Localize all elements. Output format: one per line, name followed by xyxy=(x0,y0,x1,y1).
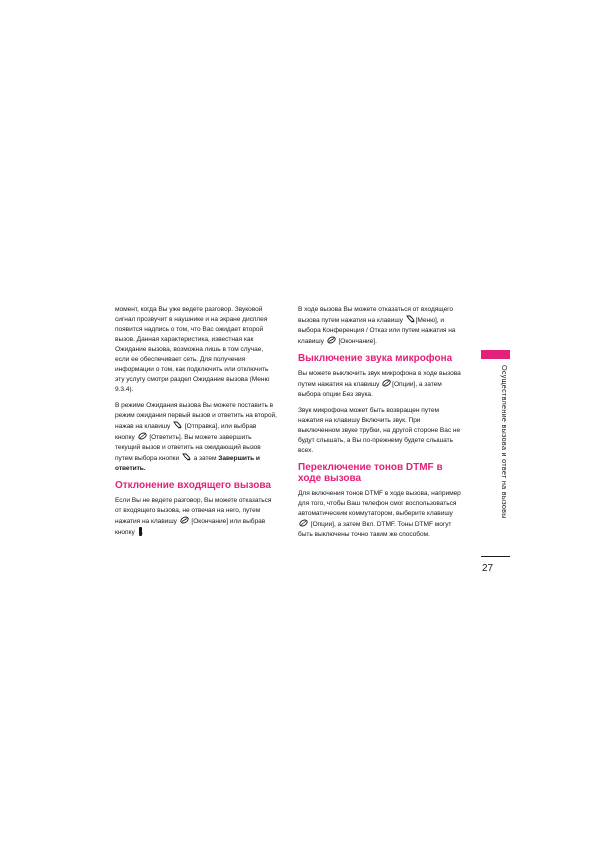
options-key-icon xyxy=(298,519,309,527)
options-key-icon xyxy=(381,379,392,387)
left-column xyxy=(115,305,277,544)
paragraph-call-waiting-intro: момент, когда Вы уже ведете разговор. Звуковой сигнал прозвучит в наушнике и на экране дисплея появится надпись о том, что Вас ожидает второй вызов. Данная характеристика, известная как Ожидание вызова, возможна лишь в том случае, если ее обеспечивает сеть. Для получения информации о том, как подключить или отключить эту услугу смотри раздел Ожидание вызова (Меню 9.3.4). xyxy=(115,306,270,393)
paragraph-reject-during-call: В ходе вызова Вы можете отказаться от входящего вызова путем нажатия на клавишу [Меню], и выбора Конференция / Отказ или путем нажатия на клавишу [Окончание]. xyxy=(298,306,456,345)
right-column xyxy=(298,305,464,546)
heading-reject-incoming-call: Отклонение входящего вызова xyxy=(115,480,271,491)
send-key-icon xyxy=(172,421,183,429)
paragraph-reject-incoming-call: Если Вы не ведете разговор, Вы можете отказаться от входящего вызова, не отвечая на него, путем нажатия на клавишу [Окончание] или выбрав кнопку . xyxy=(115,497,272,536)
paragraph-dtmf-tones: Для включения тонов DTMF в ходе вызова, например для того, чтобы Ваш телефон смог воспользоваться автоматическим коммутатором, выберите клавишу [Опции], а затем Вкл. DTMF. Тоны DTMF могут быть выключены точно таким же способом. xyxy=(298,490,461,538)
section-tab-marker xyxy=(481,350,510,359)
menu-key-icon xyxy=(405,315,416,323)
end-key-icon xyxy=(326,336,337,344)
left-soft-key-icon xyxy=(137,432,148,440)
section-side-label: Осуществление вызова и ответ на вызовы xyxy=(500,365,509,519)
finish-and-answer-label: Завершить и ответить. xyxy=(115,455,260,472)
send-key-icon xyxy=(181,453,192,461)
paragraph-call-waiting-actions: В режиме Ожидания вызова Вы можете поставить в режим ожидания первый вызов и ответить на второй, нажав на клавишу [Отправка], или выбрав кнопку [Ответить]. Вы можете завершить текущий вызов и ответить на ожидающий вызов путем выбора кнопки а затем Завершить и ответить. xyxy=(115,402,277,472)
paragraph-mute-microphone: Вы можете выключить звук микрофона в ходе вызова путем нажатия на клавишу [Опции], а затем выбора опции Без звука. xyxy=(298,370,461,398)
page-number-divider xyxy=(481,556,510,557)
page-number: 27 xyxy=(482,563,494,574)
paragraph-unmute-microphone: Звук микрофона может быть возвращен путем нажатия на клавишу Включить звук. При выключенном звуке трубки, на другой стороне Вас не будут слышать, а Вы по-прежнему будете слышать всех. xyxy=(298,407,461,454)
heading-dtmf-tones: Переключение тонов DTMF в ходе вызова xyxy=(298,462,443,484)
end-key-icon xyxy=(179,516,190,524)
heading-mute-microphone: Выключение звука микрофона xyxy=(298,353,453,364)
